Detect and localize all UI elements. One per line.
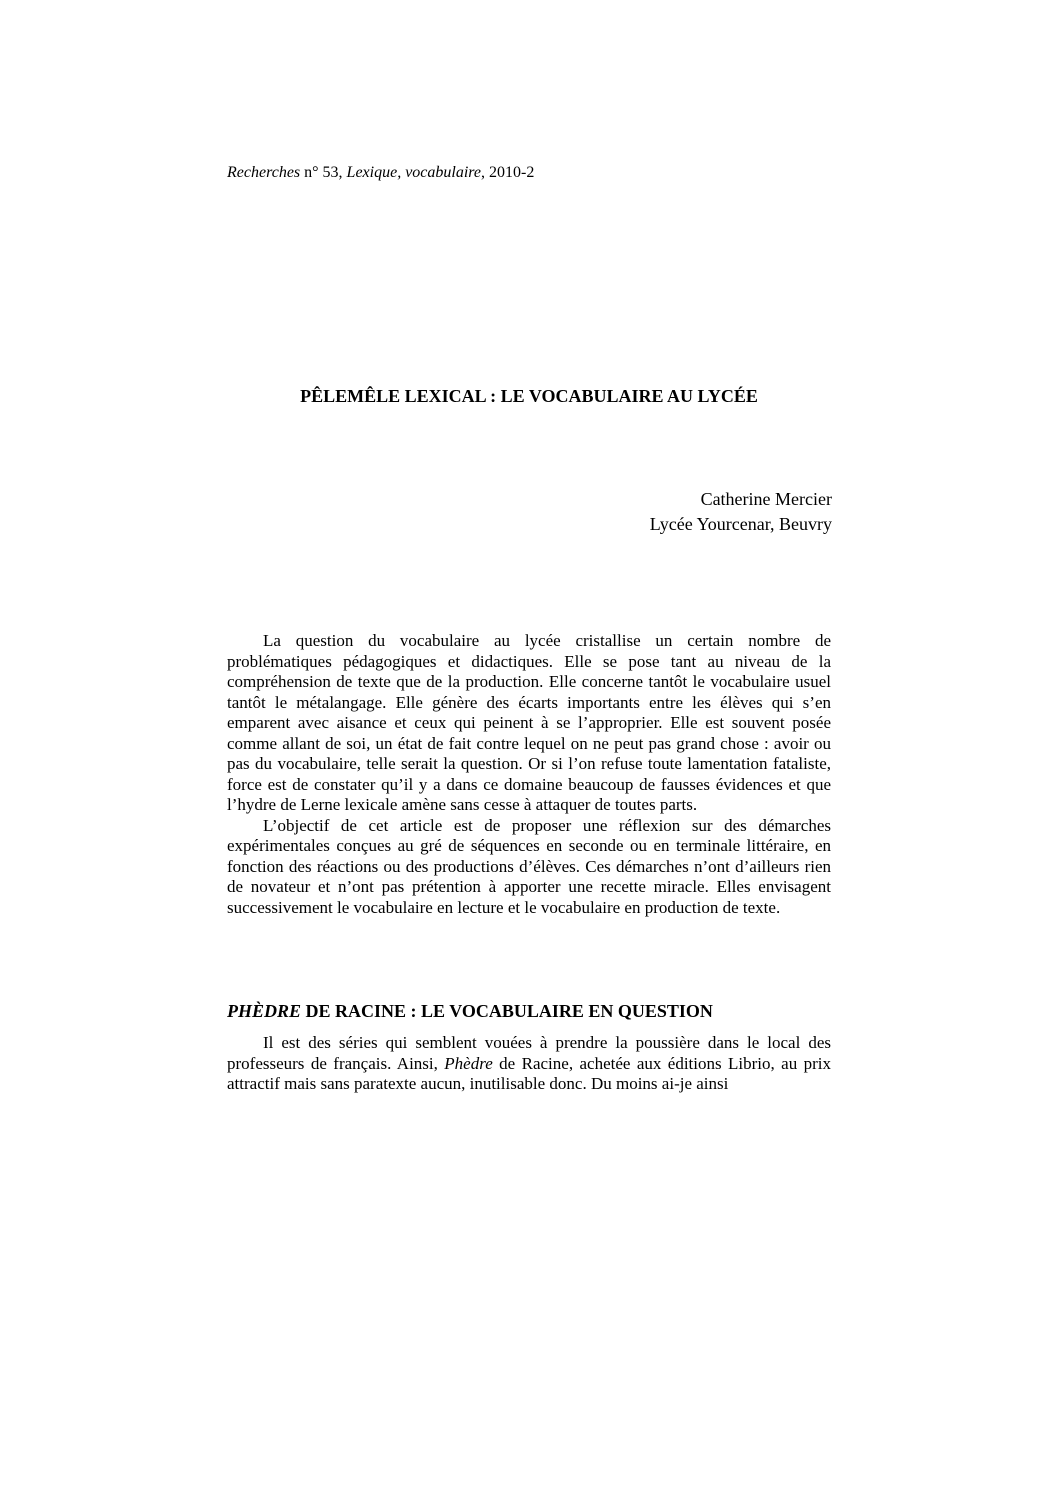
running-head (227, 163, 534, 183)
author-name: Catherine Mercier (700, 489, 832, 509)
intro-paragraph-1: La question du vocabulaire au lycée cristallise un certain nombre de problématiques pédagogiques et didactiques. Elle se pose tant au niveau de la compréhension de texte que de la production. Elle concerne tantôt le vocabulaire usuel tantôt le métalangage. Elle génère des écarts importants entre les élèves qui s’en emparent avec aisance et ceux qui peinent à se l’approprier. Elle est souvent posée comme allant de soi, un état de fait contre lequel on ne peut pas grand chose : avoir ou pas du vocabulaire, telle serait la question. Or si l’on refuse toute lamentation fataliste, force est de constater qu’il y a dans ce domaine beaucoup de fausses évidences et que l’hydre de Lerne lexicale amène sans cesse à attaquer de toutes parts. (227, 631, 831, 814)
issue-year: , 2010-2 (481, 164, 535, 181)
intro-section (227, 631, 831, 918)
section-heading-italic: PHÈDRE (227, 1001, 302, 1021)
article-title: PÊLEMÊLE LEXICAL : LE VOCABULAIRE AU LYCÉE (300, 386, 758, 406)
author-block (650, 487, 832, 537)
journal-name: Recherches (227, 164, 301, 181)
section-paragraph-italic: Phèdre (444, 1053, 493, 1073)
section-body (227, 1033, 831, 1095)
issue-theme: Lexique, vocabulaire (346, 164, 482, 181)
issue-number: n° 53, (300, 164, 347, 181)
section-heading-rest: DE RACINE : LE VOCABULAIRE EN QUESTION (301, 1001, 713, 1021)
section-heading (227, 1000, 713, 1022)
section-paragraph-end: de Racine, achetée aux éditions Librio, au prix attractif mais sans paratexte aucun, inutilisable donc. Du moins ai-je ainsi (227, 1053, 831, 1093)
author-affiliation: Lycée Yourcenar, Beuvry (649, 514, 832, 534)
section-paragraph (227, 1033, 831, 1095)
intro-paragraph-2: L’objectif de cet article est de proposer une réflexion sur des démarches expérimentales conçues au gré de séquences en seconde ou en terminale littéraire, en fonction des réactions ou des productions d’élèves. Ces démarches n’ont d’ailleurs rien de novateur et n’ont pas prétention à apporter une recette miracle. Elles envisagent successivement le vocabulaire en lecture et le vocabulaire en production de texte. (227, 815, 831, 917)
section-paragraph-start: Il est des séries qui semblent vouées à prendre la poussière dans le local des professeurs de français. Ainsi, (227, 1033, 831, 1073)
